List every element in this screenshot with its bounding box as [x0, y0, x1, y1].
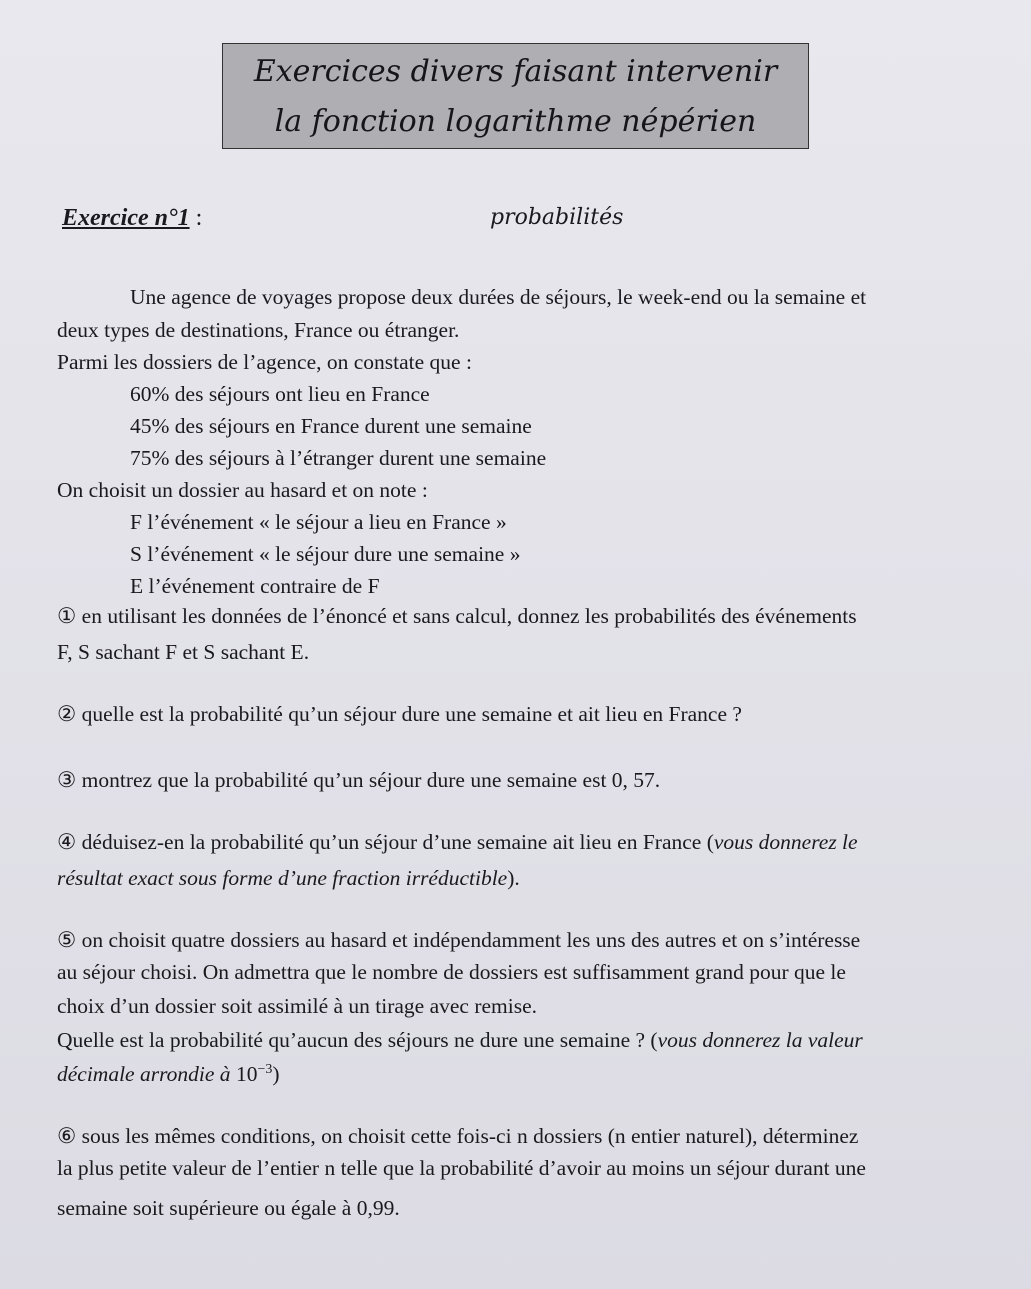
question-3: ③ montrez que la probabilité qu’un séjour dure une semaine est 0, 57. — [57, 768, 661, 792]
question-5-line-5 — [57, 1062, 280, 1087]
question-4-text: ④ déduisez-en la probabilité qu’un séjour d’une semaine ait lieu en France ( — [57, 830, 714, 854]
question-5-close: ) — [272, 1062, 280, 1087]
question-5-line-2: au séjour choisi. On admettra que le nombre de dossiers est suffisamment grand pour que le — [57, 960, 846, 984]
exercise-topic: probabilités — [490, 205, 624, 230]
event-e: E l’événement contraire de F — [130, 574, 380, 598]
fact-1: 60% des séjours ont lieu en France — [130, 382, 430, 406]
event-f: F l’événement « le séjour a lieu en France » — [130, 510, 507, 534]
question-4-close: ). — [507, 866, 520, 890]
exercise-colon: : — [189, 205, 203, 231]
question-4-hint-end: résultat exact sous forme d’une fraction irréductible — [57, 866, 508, 890]
intro-line-2: deux types de destinations, France ou étranger. — [57, 318, 460, 342]
intro-line-3: Parmi les dossiers de l’agence, on constate que : — [57, 350, 472, 374]
power-base: 10 — [235, 1062, 258, 1087]
fact-2: 45% des séjours en France durent une semaine — [130, 414, 532, 438]
question-4-line-2 — [57, 866, 520, 891]
exercise-heading — [62, 205, 202, 232]
event-s: S l’événement « le séjour dure une semaine » — [130, 542, 521, 566]
power-exponent: −3 — [257, 1062, 273, 1077]
question-5-hint-start: vous donnerez la valeur — [657, 1028, 863, 1052]
title-box — [222, 43, 809, 149]
question-6-line-3: semaine soit supérieure ou égale à 0,99. — [57, 1196, 400, 1220]
question-2: ② quelle est la probabilité qu’un séjour dure une semaine et ait lieu en France ? — [57, 702, 742, 726]
question-5-question: Quelle est la probabilité qu’aucun des séjours ne dure une semaine ? ( — [57, 1028, 658, 1052]
question-4-line-1 — [57, 830, 858, 855]
question-1-line-1: ① en utilisant les données de l’énoncé et sans calcul, donnez les probabilités des événements — [57, 604, 857, 628]
question-5-line-4 — [57, 1028, 863, 1053]
exercise-label: Exercice n°1 — [62, 205, 190, 231]
question-5-hint-end: décimale arrondie à — [57, 1062, 231, 1087]
fact-3: 75% des séjours à l’étranger durent une semaine — [130, 446, 547, 470]
question-1-line-2: F, S sachant F et S sachant E. — [57, 640, 310, 664]
power-of-ten — [236, 1062, 272, 1086]
question-6-line-1: ⑥ sous les mêmes conditions, on choisit cette fois-ci n dossiers (n entier naturel), déterminez — [57, 1124, 859, 1148]
title-line-2: la fonction logarithme népérien — [274, 104, 757, 139]
question-4-hint-start: vous donnerez le — [713, 830, 858, 854]
intro-line-1: Une agence de voyages propose deux durées de séjours, le week-end ou la semaine et — [130, 285, 867, 309]
question-5-line-3: choix d’un dossier soit assimilé à un tirage avec remise. — [57, 994, 538, 1018]
choose-line: On choisit un dossier au hasard et on note : — [57, 478, 428, 502]
question-6-line-2: la plus petite valeur de l’entier n telle que la probabilité d’avoir au moins un séjour durant une — [57, 1156, 866, 1180]
question-5-line-1: ⑤ on choisit quatre dossiers au hasard et indépendamment les uns des autres et on s’intéresse — [57, 928, 861, 952]
title-line-1: Exercices divers faisant intervenir — [253, 54, 778, 89]
